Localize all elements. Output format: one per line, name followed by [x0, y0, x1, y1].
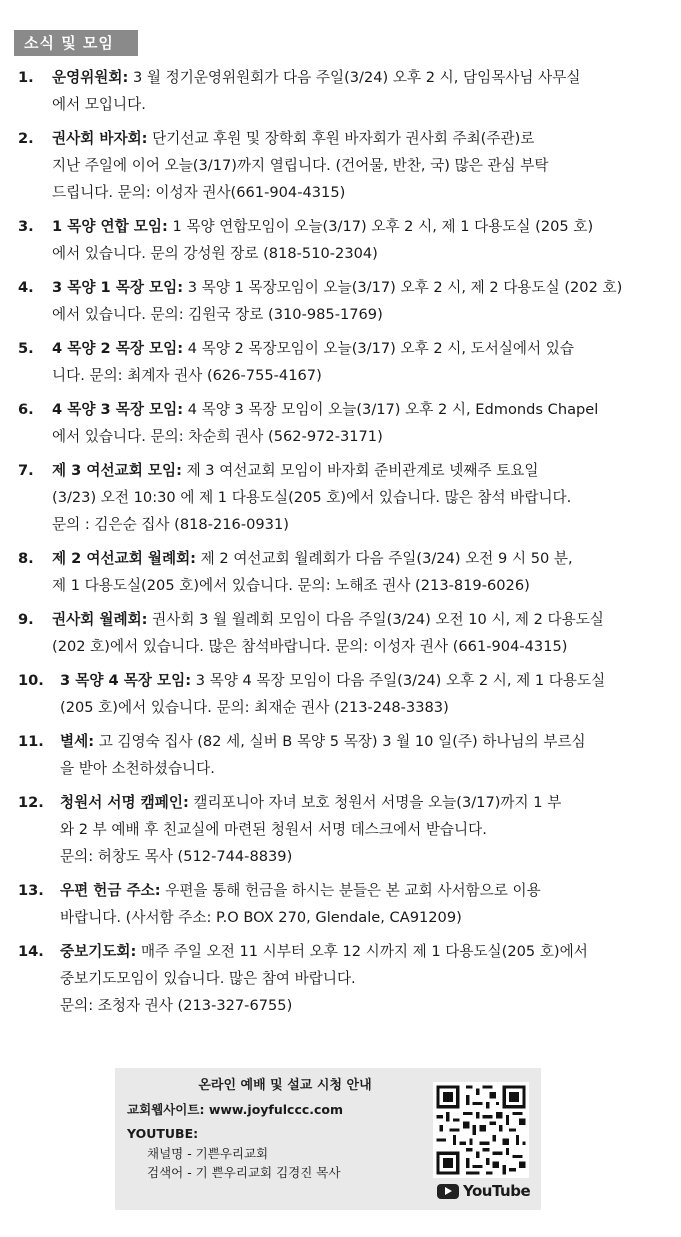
notice-item [18, 789, 654, 870]
notice-text: 니다. 문의: 최계자 권사 (626-755-4167) [52, 367, 322, 384]
notice-item [18, 274, 654, 328]
notice-text: 드립니다. 문의: 이성자 권사(661-904-4315) [52, 184, 346, 201]
qr-code-icon[interactable] [433, 1082, 529, 1178]
notice-text: 4 목양 3 목장 모임이 오늘(3/17) 오후 2 시, Edmonds Chapel [187, 401, 599, 418]
website-row [127, 1100, 343, 1118]
notice-number: 4. [18, 279, 34, 296]
notice-text: (205 호)에서 있습니다. 문의: 최재순 권사 (213-248-3383) [60, 699, 449, 716]
notice-number: 3. [18, 218, 34, 235]
online-box-title: 온라인 예배 및 설교 시청 안내 [198, 1078, 372, 1093]
notice-number: 10. [18, 672, 44, 689]
notice-item [18, 606, 654, 660]
notice-item [18, 125, 654, 206]
notice-title: 중보기도회: [60, 943, 137, 960]
notice-title: 4 목양 3 목장 모임: [52, 401, 184, 418]
youtube-play-icon [437, 1184, 459, 1199]
notice-item [18, 213, 654, 267]
notice-text: 에서 있습니다. 문의: 차순희 권사 (562-972-3171) [52, 428, 383, 445]
notice-number: 9. [18, 611, 34, 628]
youtube-label: YOUTUBE: [127, 1126, 199, 1141]
website-label: 교회웹사이트: [127, 1102, 205, 1117]
section-header: 소식 및 모임 [14, 30, 138, 56]
notice-item [18, 545, 654, 599]
notice-item [18, 728, 654, 782]
notice-item [18, 396, 654, 450]
notice-text: 3 월 정기운영위원회가 다음 주일(3/24) 오후 2 시, 담임목사님 사무실 [132, 69, 581, 86]
notice-text: 지난 주일에 이어 오늘(3/17)까지 열립니다. (건어물, 반찬, 국) 많은 관심 부탁 [52, 157, 549, 174]
youtube-logo [437, 1182, 530, 1200]
notice-text: 제 2 여선교회 월례회가 다음 주일(3/24) 오전 9 시 50 분, [200, 550, 573, 567]
notice-number: 1. [18, 69, 34, 86]
notice-text: 에서 모입니다. [52, 96, 146, 113]
notice-text: 와 2 부 예배 후 친교실에 마련된 청원서 서명 데스크에서 받습니다. [60, 821, 487, 838]
youtube-channel: 채널명 - 기쁜우리교회 [147, 1146, 269, 1161]
notice-text: 에서 있습니다. 문의 강성원 장로 (818-510-2304) [52, 245, 378, 262]
notice-item [18, 335, 654, 389]
youtube-logo-text: YouTube [463, 1182, 531, 1200]
notice-text: 문의: 조청자 권사 (213-327-6755) [60, 997, 293, 1014]
notice-item [18, 877, 654, 931]
notice-number: 11. [18, 733, 44, 750]
notice-text: 매주 주일 오전 11 시부터 오후 12 시까지 제 1 다용도실(205 호)에서 [140, 943, 588, 960]
notice-item [18, 938, 654, 1019]
notice-text: 고 김영숙 집사 (82 세, 실버 B 목양 5 목장) 3 월 10 일(주) 하나님의 부르심 [98, 733, 586, 750]
notice-text: 문의 : 김은순 집사 (818-216-0931) [52, 516, 289, 533]
notice-text: 단기선교 후원 및 장학회 후원 바자회가 권사회 주최(주관)로 [152, 130, 535, 147]
notice-text: 3 목양 1 목장모임이 오늘(3/17) 오후 2 시, 제 2 다용도실 (202 호) [187, 279, 623, 296]
notice-number: 8. [18, 550, 34, 567]
notice-text: 3 목양 4 목장 모임이 다음 주일(3/24) 오후 2 시, 제 1 다용도실 [195, 672, 606, 689]
notice-title: 권사회 바자회: [52, 130, 148, 147]
notice-title: 4 목양 2 목장 모임: [52, 340, 184, 357]
online-worship-box [115, 1068, 541, 1210]
notice-number: 13. [18, 882, 44, 899]
notice-number: 12. [18, 794, 44, 811]
notice-title: 제 3 여선교회 모임: [52, 462, 182, 479]
notice-item [18, 457, 654, 538]
notice-text: 제 1 다용도실(205 호)에서 있습니다. 문의: 노해조 권사 (213-819-6026) [52, 577, 530, 594]
notice-title: 우편 헌금 주소: [60, 882, 161, 899]
notice-title: 권사회 월례회: [52, 611, 148, 628]
notice-title: 1 목양 연합 모임: [52, 218, 168, 235]
notice-item [18, 667, 654, 721]
notice-text: (3/23) 오전 10:30 에 제 1 다용도실(205 호)에서 있습니다. 많은 참석 바랍니다. [52, 489, 572, 506]
notice-number: 14. [18, 943, 44, 960]
youtube-search: 검색어 - 기 쁜우리교회 김경진 목사 [147, 1165, 341, 1180]
notice-text: 우편을 통해 헌금을 하시는 분들은 본 교회 사서함으로 이용 [165, 882, 541, 899]
notice-text: 중보기도모임이 있습니다. 많은 참여 바랍니다. [60, 970, 356, 987]
notice-text: (202 호)에서 있습니다. 많은 참석바랍니다. 문의: 이성자 권사 (661-904-4315) [52, 638, 568, 655]
notice-number: 7. [18, 462, 34, 479]
notice-text: 권사회 3 월 월례회 모임이 다음 주일(3/24) 오전 10 시, 제 2 다용도실 [152, 611, 604, 628]
notice-text: 1 목양 연합모임이 오늘(3/17) 오후 2 시, 제 1 다용도실 (205 호) [172, 218, 594, 235]
notice-text: 4 목양 2 목장모임이 오늘(3/17) 오후 2 시, 도서실에서 있습 [187, 340, 574, 357]
notice-number: 2. [18, 130, 34, 147]
notice-title: 3 목양 4 목장 모임: [60, 672, 192, 689]
notice-title: 청원서 서명 캠페인: [60, 794, 189, 811]
notice-text: 문의: 허창도 목사 (512-744-8839) [60, 848, 293, 865]
notice-number: 5. [18, 340, 34, 357]
notice-title: 별세: [60, 733, 95, 750]
notice-title: 운영위원회: [52, 69, 129, 86]
notice-number: 6. [18, 401, 34, 418]
notice-text: 제 3 여선교회 모임이 바자회 준비관계로 넷째주 토요일 [186, 462, 539, 479]
notice-list [18, 64, 654, 1026]
notice-text: 캘리포니아 자녀 보호 청원서 서명을 오늘(3/17)까지 1 부 [193, 794, 562, 811]
notice-item [18, 64, 654, 118]
notice-text: 바랍니다. (사서함 주소: P.O BOX 270, Glendale, CA91209) [60, 909, 462, 926]
notice-title: 3 목양 1 목장 모임: [52, 279, 184, 296]
notice-text: 을 받아 소천하셨습니다. [60, 760, 215, 777]
notice-title: 제 2 여선교회 월례회: [52, 550, 197, 567]
notice-text: 에서 있습니다. 문의: 김원국 장로 (310-985-1769) [52, 306, 383, 323]
website-link[interactable]: www.joyfulccc.com [208, 1102, 344, 1117]
